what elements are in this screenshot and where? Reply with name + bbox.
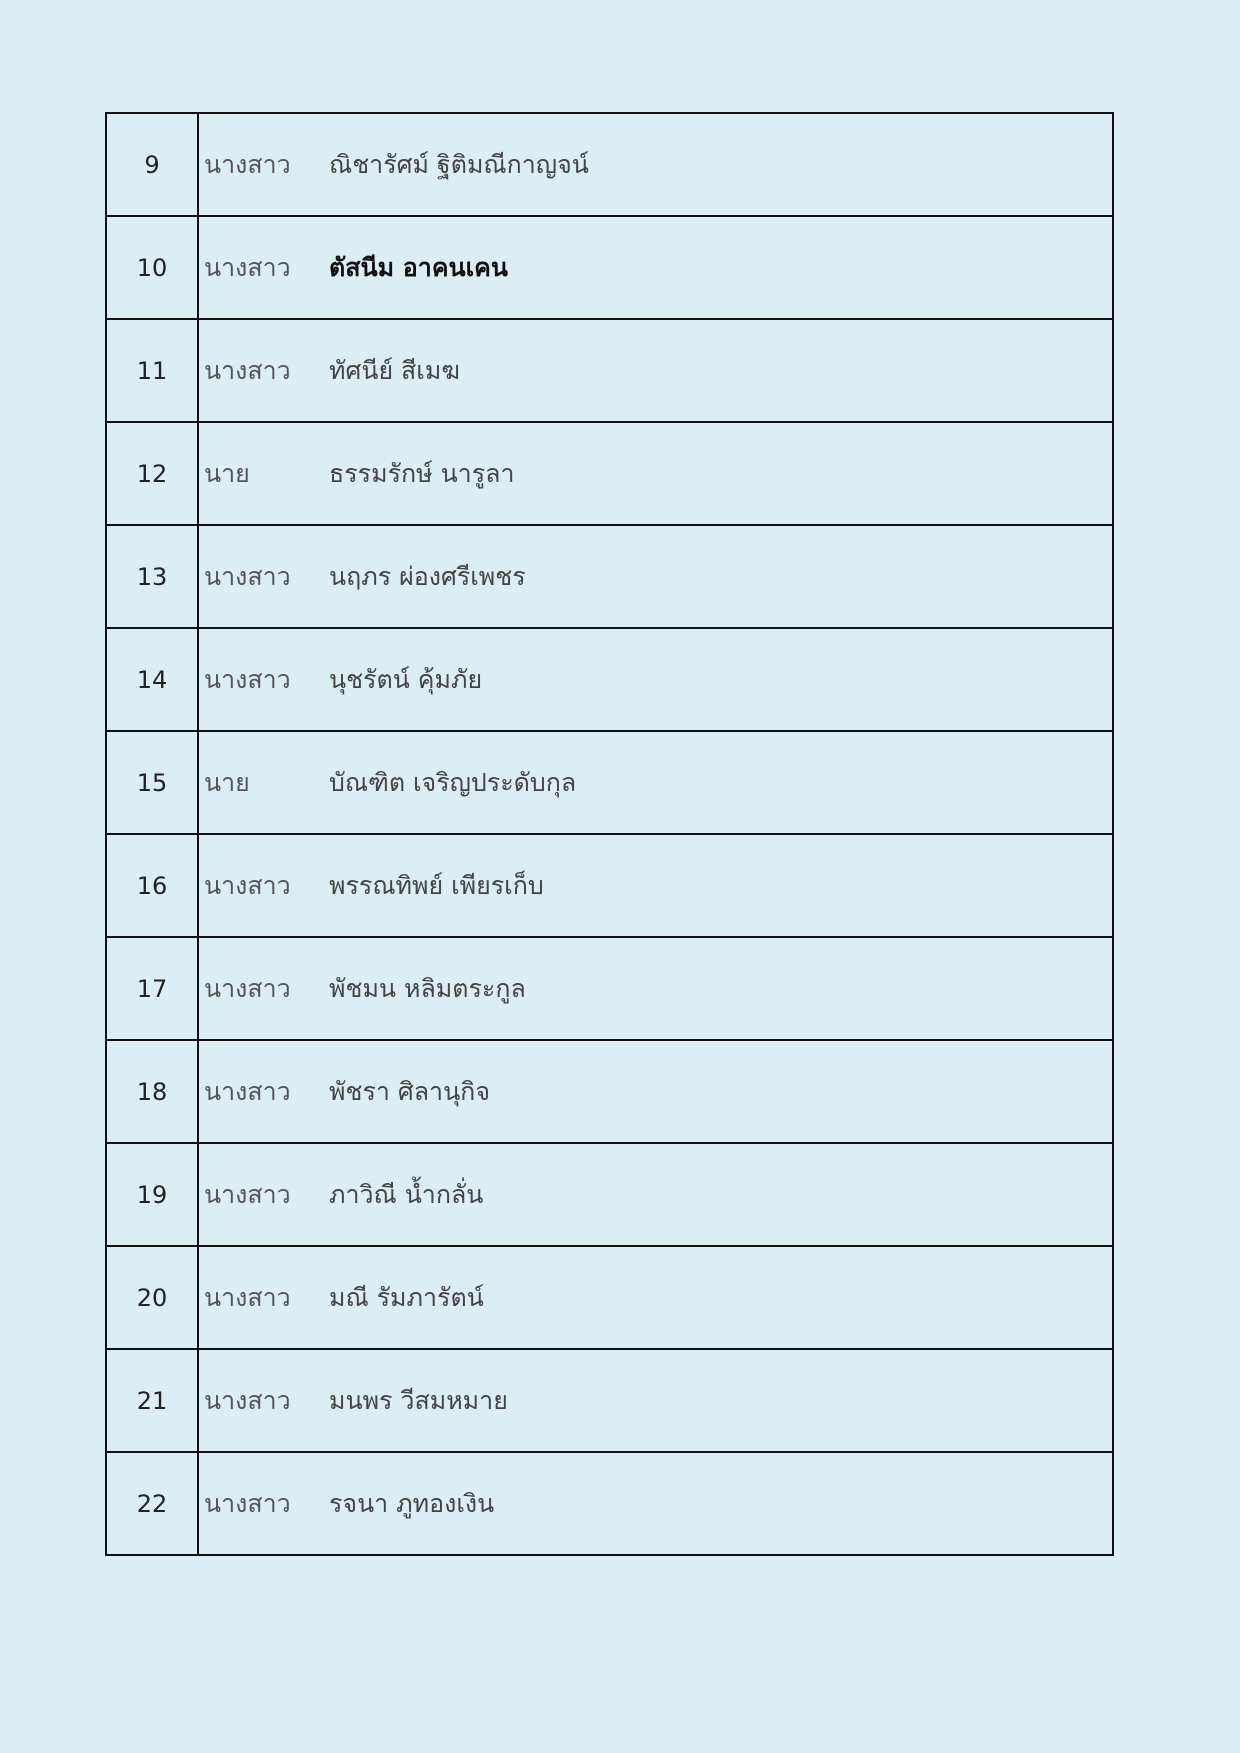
row-number: 15 <box>106 731 198 834</box>
full-name: ธรรมรักษ์ นารูลา <box>329 458 515 488</box>
table-row <box>106 216 1113 319</box>
full-name: ทัศนีย์ สีเมฆ <box>329 355 460 385</box>
person-cell <box>198 937 1113 1040</box>
table-row <box>106 525 1113 628</box>
table-row <box>106 1349 1113 1452</box>
person-cell <box>198 1143 1113 1246</box>
table-row <box>106 937 1113 1040</box>
person-cell <box>198 319 1113 422</box>
full-name: นุชรัตน์ คุ้มภัย <box>329 664 483 694</box>
table-row <box>106 113 1113 216</box>
table-row <box>106 834 1113 937</box>
full-name: ตัสนีม อาคนเคน <box>329 252 508 282</box>
row-number: 19 <box>106 1143 198 1246</box>
person-cell <box>198 422 1113 525</box>
full-name: รจนา ภูทองเงิน <box>329 1488 495 1518</box>
name-title: นางสาว <box>204 149 291 179</box>
person-cell <box>198 1040 1113 1143</box>
full-name: ณิชารัศม์ ฐิติมณีกาญจน์ <box>329 149 589 179</box>
name-title: นางสาว <box>204 1179 291 1209</box>
row-number: 13 <box>106 525 198 628</box>
name-title: นางสาว <box>204 973 291 1003</box>
full-name: พัชรา ศิลานุกิจ <box>329 1076 490 1106</box>
name-title: นางสาว <box>204 1076 291 1106</box>
table-row <box>106 628 1113 731</box>
person-cell <box>198 113 1113 216</box>
person-cell <box>198 1349 1113 1452</box>
table-row <box>106 1040 1113 1143</box>
row-number: 21 <box>106 1349 198 1452</box>
name-title: นางสาว <box>204 664 291 694</box>
person-cell <box>198 731 1113 834</box>
row-number: 9 <box>106 113 198 216</box>
name-title: นาย <box>204 767 250 797</box>
roster-body <box>106 113 1113 1555</box>
person-cell <box>198 1246 1113 1349</box>
name-title: นางสาว <box>204 252 291 282</box>
row-number: 18 <box>106 1040 198 1143</box>
full-name: มนพร วีสมหมาย <box>329 1385 508 1415</box>
row-number: 22 <box>106 1452 198 1555</box>
name-title: นางสาว <box>204 561 291 591</box>
name-title: นางสาว <box>204 1282 291 1312</box>
table-row <box>106 731 1113 834</box>
full-name: ภาวิณี น้ำกลั่น <box>329 1179 484 1209</box>
row-number: 20 <box>106 1246 198 1349</box>
row-number: 10 <box>106 216 198 319</box>
name-title: นางสาว <box>204 355 291 385</box>
table-row <box>106 319 1113 422</box>
table-row <box>106 422 1113 525</box>
full-name: พัชมน หลิมตระกูล <box>329 973 526 1003</box>
table-row <box>106 1143 1113 1246</box>
row-number: 16 <box>106 834 198 937</box>
person-cell <box>198 834 1113 937</box>
row-number: 14 <box>106 628 198 731</box>
person-cell <box>198 1452 1113 1555</box>
person-cell <box>198 628 1113 731</box>
person-cell <box>198 216 1113 319</box>
name-title: นางสาว <box>204 1385 291 1415</box>
full-name: บัณฑิต เจริญประดับกุล <box>329 767 577 797</box>
roster-table <box>105 112 1114 1556</box>
full-name: พรรณทิพย์ เพียรเก็บ <box>329 870 544 900</box>
person-cell <box>198 525 1113 628</box>
table-row <box>106 1246 1113 1349</box>
row-number: 17 <box>106 937 198 1040</box>
row-number: 11 <box>106 319 198 422</box>
full-name: มณี รัมภารัตน์ <box>329 1282 484 1312</box>
name-title: นางสาว <box>204 1488 291 1518</box>
full-name: นฤภร ผ่องศรีเพชร <box>329 561 526 591</box>
row-number: 12 <box>106 422 198 525</box>
table-row <box>106 1452 1113 1555</box>
name-title: นางสาว <box>204 870 291 900</box>
name-title: นาย <box>204 458 250 488</box>
